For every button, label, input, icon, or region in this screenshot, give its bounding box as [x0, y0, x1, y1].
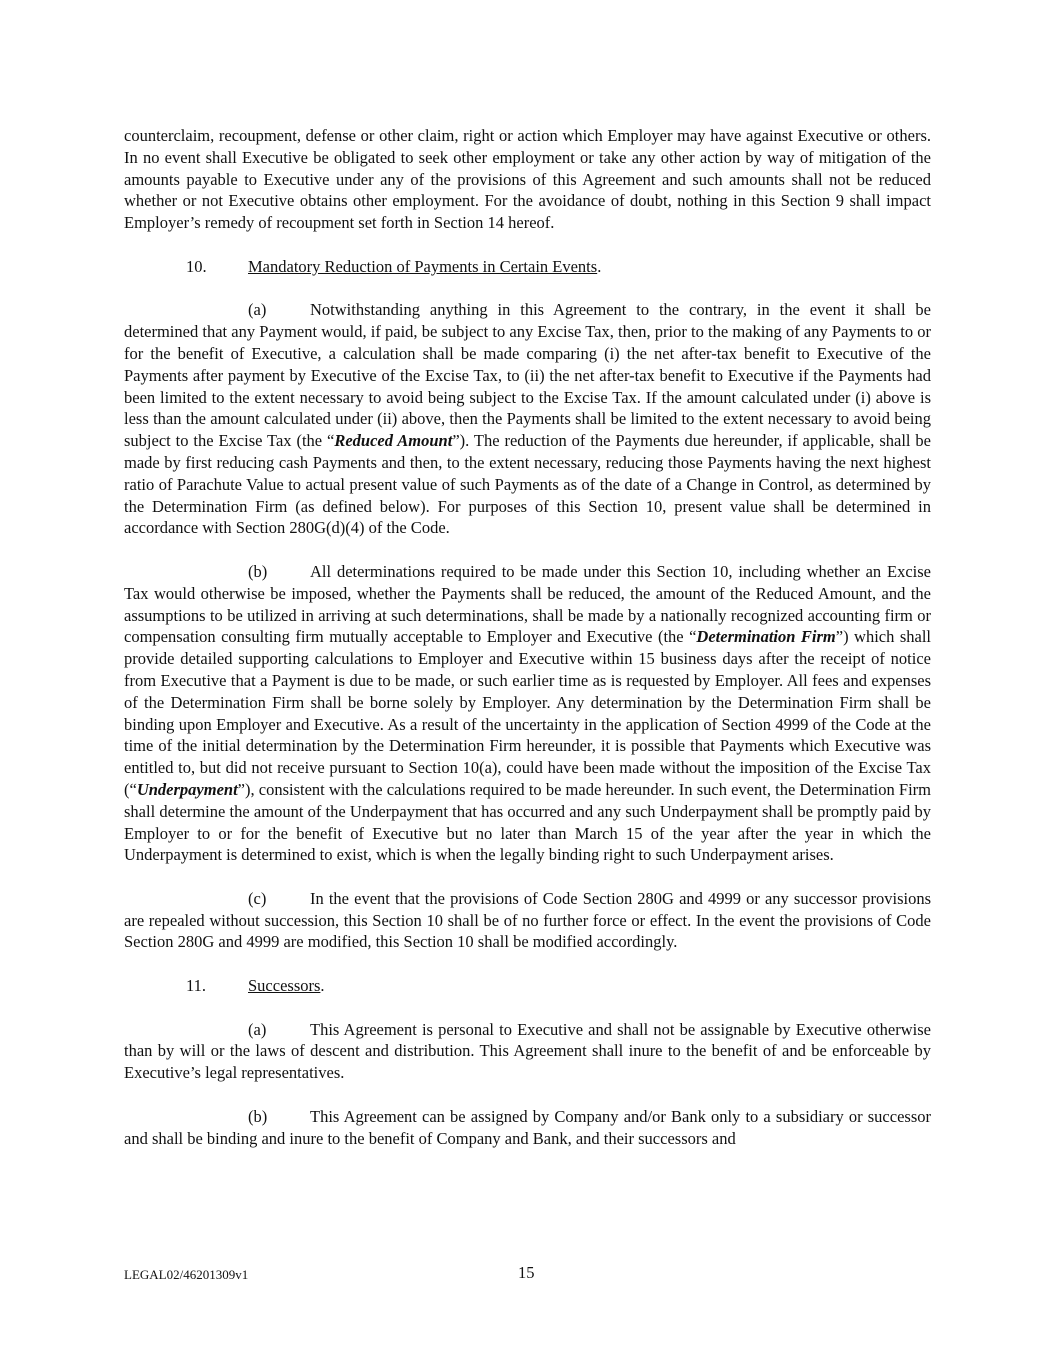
clause-text: ”), consistent with the calculations required to be made hereunder. In such event, the Determination Firm shall determine the amount of the Underpayment that has occurred and any such Underpayment shall be promptly paid by Employer to or for the benefit of Executive but no later than March 15 of the year after the year in which the Underpayment is determined to exist, which is when the legally binding right to such Underpayment arises. — [124, 779, 931, 865]
paragraph-continuation: counterclaim, recoupment, defense or other claim, right or action which Employer may have against Executive or others. In no event shall Executive be obligated to seek other employment or take any other action by way of mitigation of the amounts payable to Executive under any of the provisions of this Agreement and such amounts shall not be reduced whether or not Executive obtains other employment. For the avoidance of doubt, nothing in this Section 9 shall impact Employer’s remedy of recoupment set forth in Section 14 hereof. — [124, 126, 931, 233]
clause-text: In the event that the provisions of Code Section 280G and 4999 or any successor provisions are repealed without succession, this Section 10 shall be of no further force or effect. In the event the provisions of Code Section 280G and 4999 are modified, this Section 10 shall be modified accordingly. — [124, 888, 931, 952]
defined-term: Determination Firm — [696, 627, 836, 647]
document-id: LEGAL02/46201309v1 — [124, 1267, 249, 1282]
clause-text: This Agreement is personal to Executive and shall not be assignable by Executive otherwise than by will or the laws of descent and distribution. This Agreement shall inure to the benefit of and be enforceable by Executive’s legal representatives. — [124, 1019, 931, 1083]
section-title: Successors — [248, 976, 321, 996]
clause-label: (b) — [248, 1106, 268, 1126]
section-11a-paragraph — [124, 1019, 931, 1084]
clause-label: (a) — [248, 300, 267, 320]
clause-text: ”). The reduction of the Payments due hereunder, if applicable, shall be made by first reducing cash Payments and then, to the extent necessary, reducing those Payments having the next highest ratio of Parachute Value to actual present value of such Payments as of the date of a Change in Control, as determined by the Determination Firm (as defined below). For purposes of this Section 10, present value shall be determined in accordance with Section 280G(d)(4) of the Code. — [124, 431, 931, 538]
clause-label: (a) — [248, 1019, 267, 1039]
section-10a-paragraph — [124, 299, 931, 539]
clause-text: All determinations required to be made under this Section 10, including whether an Excise Tax would otherwise be imposed, whether the Payments shall be reduced, the amount of the Reduced Amount, and the assumptions to be utilized in arriving at such determinations, shall be made by a nationally recognized accounting firm or compensation consulting firm mutually acceptable to Employer and Executive (the “ — [124, 561, 931, 647]
section-number: 10. — [186, 256, 207, 276]
section-11b-paragraph — [124, 1106, 931, 1150]
section-10b-paragraph — [124, 561, 931, 866]
defined-term: Reduced Amount — [334, 431, 453, 451]
clause-text: ”) which shall provide detailed supporting calculations to Employer and Executive within 15 business days after the receipt of notice from Executive that a Payment is due to be made, or such earlier time as is requested by Employer. All fees and expenses of the Determination Firm shall be borne solely by Employer. Any determination by the Determination Firm shall be binding upon Employer and Executive. As a result of the uncertainty in the application of Section 4999 of the Code at the time of the initial determination by the Determination Firm hereunder, it is possible that Payments which Executive was entitled to, but did not receive pursuant to Section 10(a), could have been made without the imposition of the Excise Tax (“ — [124, 627, 931, 799]
section-11-heading: 11. Successors. — [186, 976, 325, 996]
clause-text: This Agreement can be assigned by Company and/or Bank only to a subsidiary or successor and shall be binding and inure to the benefit of Company and Bank, and their successors and — [124, 1106, 931, 1148]
document-body — [124, 125, 931, 1171]
section-number: 11. — [186, 976, 207, 996]
section-10c-paragraph — [124, 888, 931, 953]
clause-label: (b) — [248, 561, 268, 581]
page-number: 15 — [518, 1263, 535, 1282]
clause-label: (c) — [248, 888, 267, 908]
clause-text: Notwithstanding anything in this Agreement to the contrary, in the event it shall be determined that any Payment would, if paid, be subject to any Excise Tax, then, prior to the making of any Payments to or for the benefit of Executive, a calculation shall be made comparing (i) the net after-tax benefit to Executive of the Payments after payment by Executive of the Excise Tax, to (ii) the net after-tax benefit to Executive if the Payments had been limited to the extent necessary to avoid being subject to the Excise Tax. If the amount calculated under (i) above is less than the amount calculated under (ii) above, then the Payments shall be limited to the extent necessary to avoid being subject to the Excise Tax (the “ — [124, 300, 931, 451]
defined-term: Underpayment — [136, 779, 238, 799]
section-10-heading: 10. Mandatory Reduction of Payments in Certain Events. — [186, 256, 602, 276]
section-title: Mandatory Reduction of Payments in Certain Events — [248, 256, 598, 276]
